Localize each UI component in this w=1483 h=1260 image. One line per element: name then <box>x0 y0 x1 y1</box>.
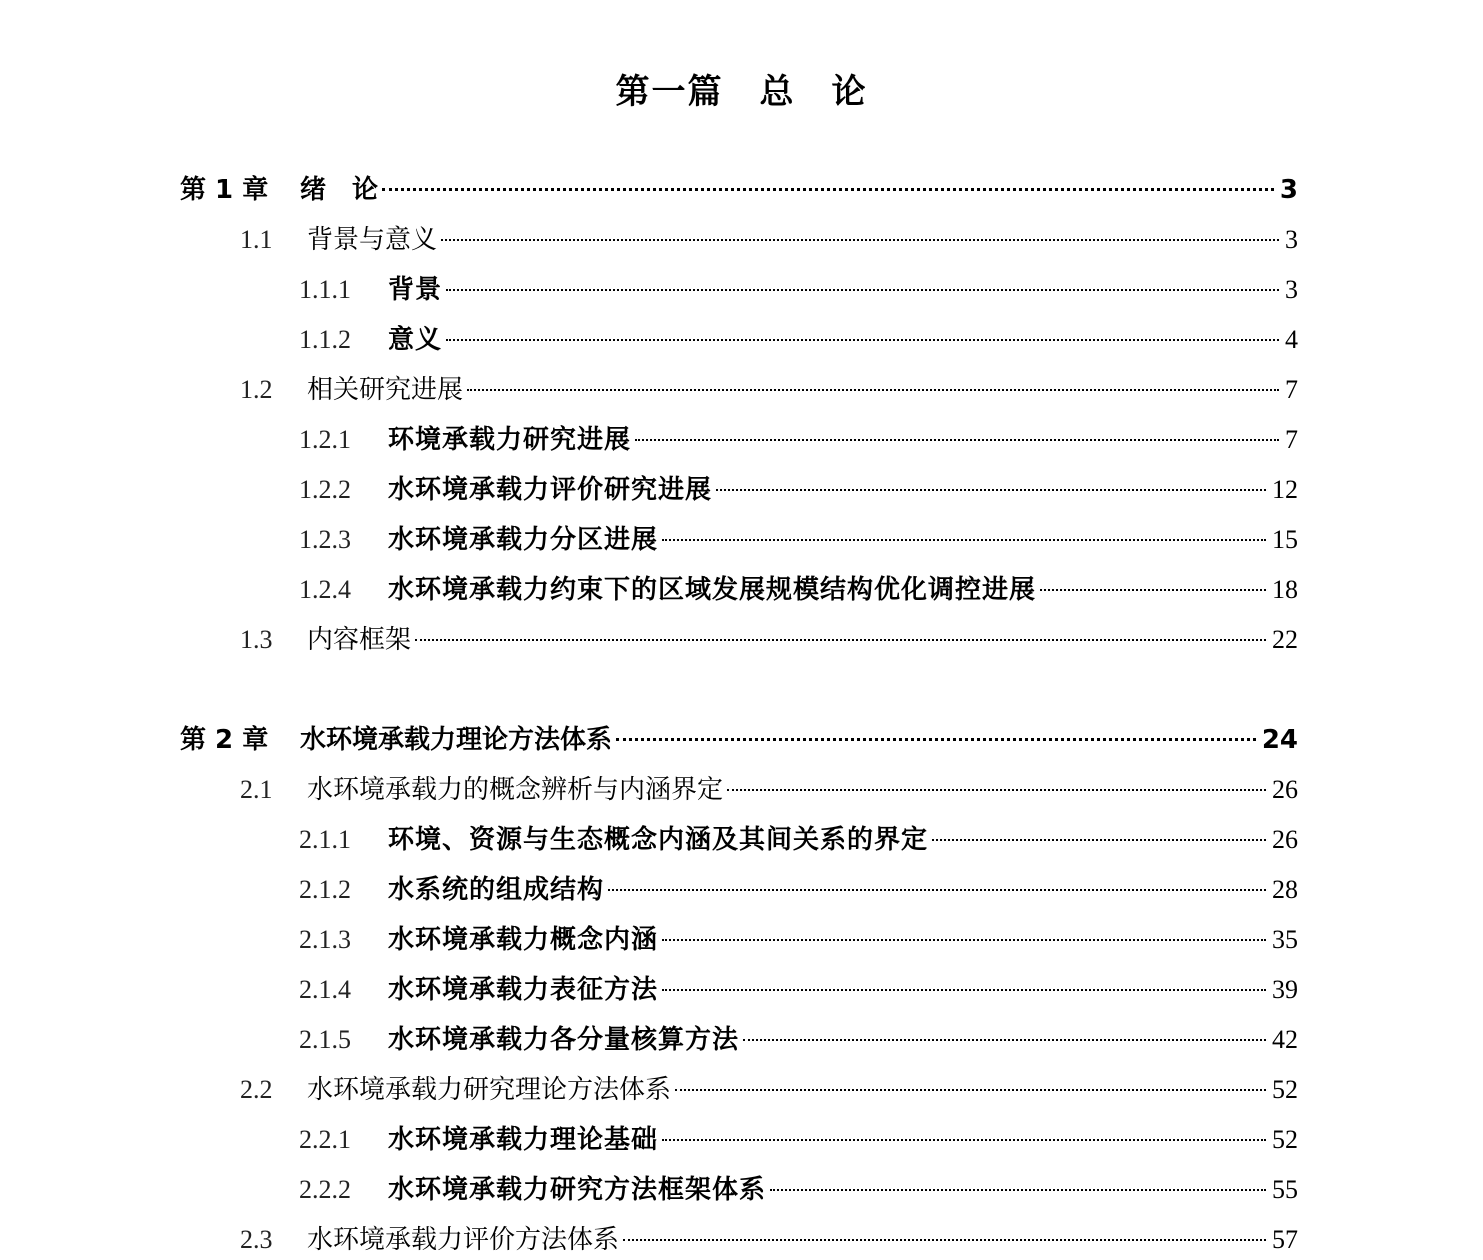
toc-entry-page: 3 <box>1285 275 1298 304</box>
toc-subsection-entry[interactable] <box>299 920 1298 960</box>
dot-leader <box>932 839 1266 841</box>
toc-entry-page: 55 <box>1272 1175 1298 1204</box>
toc-entry-title: 水环境承载力约束下的区域发展规模结构优化调控进展 <box>388 575 1037 605</box>
toc-entry-number: 1.1.1 <box>299 275 351 304</box>
toc-subsection-entry[interactable] <box>299 420 1298 460</box>
dot-leader <box>616 738 1256 741</box>
toc-subsection-entry[interactable] <box>299 1120 1298 1160</box>
toc-entry-title: 水环境承载力概念内涵 <box>388 925 659 955</box>
toc-subsection-entry[interactable] <box>299 870 1298 910</box>
toc-chapter-entry[interactable] <box>180 720 1298 760</box>
dot-leader <box>446 289 1279 291</box>
toc-entry-number: 1.3 <box>240 625 273 654</box>
toc-entry-title: 水环境承载力研究理论方法体系 <box>307 1075 672 1105</box>
toc-section-entry[interactable] <box>240 370 1298 410</box>
toc-entry-number: 1.2.3 <box>299 525 351 554</box>
toc-subsection-entry[interactable] <box>299 970 1298 1010</box>
toc-subsection-entry[interactable] <box>299 470 1298 510</box>
toc-entry-number: 2.1.2 <box>299 875 351 904</box>
toc-entry-number: 2.2 <box>240 1075 273 1104</box>
toc-subsection-entry[interactable] <box>299 320 1298 360</box>
toc-entry-page: 35 <box>1272 925 1298 954</box>
toc-entry-page: 42 <box>1272 1025 1298 1054</box>
toc-entry-title: 水环境承载力的概念辨析与内涵界定 <box>307 775 724 805</box>
toc-section-entry[interactable] <box>240 1220 1298 1260</box>
toc-entry-page: 26 <box>1272 775 1298 804</box>
toc-entry-number: 2.1.5 <box>299 1025 351 1054</box>
dot-leader <box>743 1039 1266 1041</box>
toc-entry-page: 52 <box>1272 1075 1298 1104</box>
dot-leader <box>415 639 1266 641</box>
toc-subsection-entry[interactable] <box>299 520 1298 560</box>
toc-entry-number: 1.2.2 <box>299 475 351 504</box>
toc-entry-title: 相关研究进展 <box>307 375 464 405</box>
toc-chapter-entry[interactable] <box>180 170 1298 210</box>
toc-entry-page: 52 <box>1272 1125 1298 1154</box>
toc-section-entry[interactable] <box>240 1070 1298 1110</box>
toc-section-entry[interactable] <box>240 620 1298 660</box>
dot-leader <box>382 188 1274 191</box>
toc-entry-title: 环境承载力研究进展 <box>388 425 632 455</box>
dot-leader <box>623 1239 1266 1241</box>
toc-entry-title: 内容框架 <box>307 625 412 655</box>
toc-entry-page: 18 <box>1272 575 1298 604</box>
toc-entry-title: 背景 <box>388 275 443 305</box>
toc-entry-number: 第 2 章 <box>180 725 269 755</box>
toc-subsection-entry[interactable] <box>299 820 1298 860</box>
toc-entry-number: 2.1 <box>240 775 273 804</box>
toc-entry-number: 2.2.2 <box>299 1175 351 1204</box>
toc-entry-page: 15 <box>1272 525 1298 554</box>
toc-subsection-entry[interactable] <box>299 270 1298 310</box>
toc-entry-page: 7 <box>1285 375 1298 404</box>
toc-entry-title: 水环境承载力评价研究进展 <box>388 475 713 505</box>
toc-entry-number: 1.2.4 <box>299 575 351 604</box>
toc-subsection-entry[interactable] <box>299 570 1298 610</box>
toc-entry-number: 2.1.3 <box>299 925 351 954</box>
dot-leader <box>467 389 1279 391</box>
dot-leader <box>608 889 1266 891</box>
dot-leader <box>635 439 1279 441</box>
toc-entry-number: 1.1 <box>240 225 273 254</box>
toc-entry-title: 背景与意义 <box>307 225 438 255</box>
toc-section-entry[interactable] <box>240 770 1298 810</box>
toc-entry-page: 24 <box>1261 725 1298 755</box>
toc-entry-number: 第 1 章 <box>180 175 269 205</box>
toc-entry-title: 水环境承载力研究方法框架体系 <box>388 1175 767 1205</box>
toc-entry-page: 26 <box>1272 825 1298 854</box>
toc-entry-title: 水环境承载力评价方法体系 <box>307 1225 620 1255</box>
toc-entry-title: 绪 论 <box>300 175 379 205</box>
part-title: 第一篇 总 论 <box>615 72 868 112</box>
toc-entry-number: 1.1.2 <box>299 325 351 354</box>
toc-section-entry[interactable] <box>240 220 1298 260</box>
toc-entry-page: 4 <box>1285 325 1298 354</box>
toc-entry-number: 2.1.1 <box>299 825 351 854</box>
toc-entry-page: 7 <box>1285 425 1298 454</box>
toc-entry-number: 2.3 <box>240 1225 273 1254</box>
dot-leader <box>675 1089 1266 1091</box>
toc-entry-number: 1.2 <box>240 375 273 404</box>
toc-entry-page: 3 <box>1279 175 1298 205</box>
dot-leader <box>770 1189 1266 1191</box>
toc-entry-title: 水环境承载力理论基础 <box>388 1125 659 1155</box>
toc-entry-page: 22 <box>1272 625 1298 654</box>
dot-leader <box>662 539 1266 541</box>
dot-leader <box>662 1139 1266 1141</box>
dot-leader <box>716 489 1266 491</box>
dot-leader <box>662 989 1266 991</box>
toc-entry-number: 2.1.4 <box>299 975 351 1004</box>
toc-subsection-entry[interactable] <box>299 1020 1298 1060</box>
dot-leader <box>662 939 1266 941</box>
dot-leader <box>1040 589 1266 591</box>
toc-entry-title: 环境、资源与生态概念内涵及其间关系的界定 <box>388 825 929 855</box>
toc-entry-number: 1.2.1 <box>299 425 351 454</box>
dot-leader <box>446 339 1279 341</box>
toc-entry-title: 水系统的组成结构 <box>388 875 605 905</box>
toc-subsection-entry[interactable] <box>299 1170 1298 1210</box>
toc-entry-title: 水环境承载力分区进展 <box>388 525 659 555</box>
toc-entry-page: 28 <box>1272 875 1298 904</box>
dot-leader <box>441 239 1279 241</box>
toc-entry-title: 水环境承载力各分量核算方法 <box>388 1025 740 1055</box>
toc-entry-page: 39 <box>1272 975 1298 1004</box>
toc-entry-title: 意义 <box>388 325 443 355</box>
toc-entry-title: 水环境承载力理论方法体系 <box>300 725 613 755</box>
toc-entry-page: 3 <box>1285 225 1298 254</box>
dot-leader <box>727 789 1266 791</box>
toc-entry-page: 12 <box>1272 475 1298 504</box>
toc-entry-page: 57 <box>1272 1225 1298 1254</box>
toc-entry-number: 2.2.1 <box>299 1125 351 1154</box>
toc-entry-title: 水环境承载力表征方法 <box>388 975 659 1005</box>
